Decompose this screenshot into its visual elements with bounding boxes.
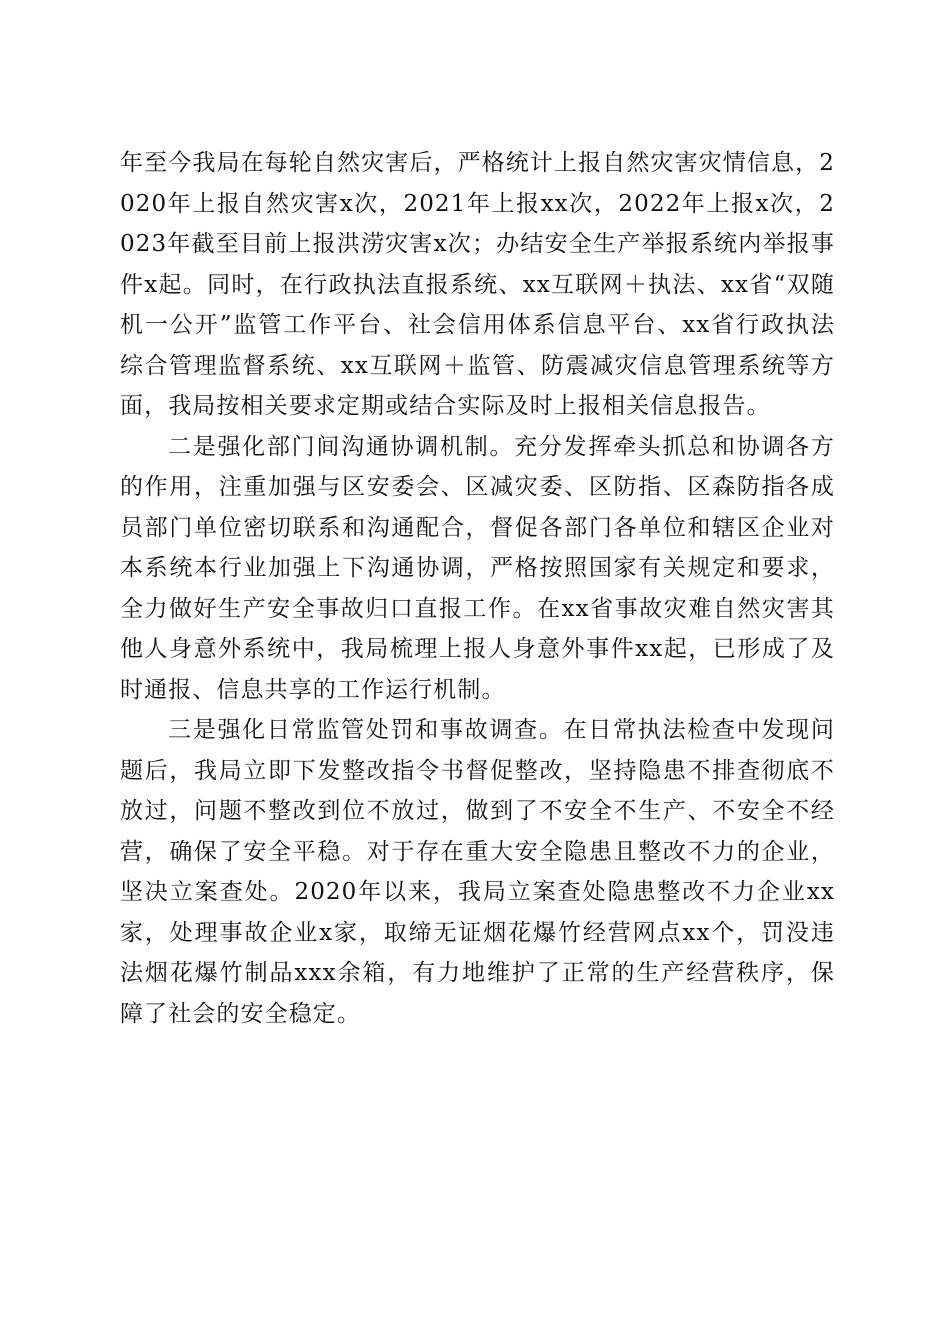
paragraph-heading: 三是强化日常监管处罚和事故调查。	[168, 717, 564, 743]
paragraph-coordination	[120, 427, 835, 711]
paragraph-supervision	[120, 710, 835, 1034]
paragraph-body: 在日常执法检查中发现问题后，我局立即下发整改指令书督促整改，坚持隐患不排查彻底不放过，问题不整改到位不放过，做到了不安全不生产、不安全不经营，确保了安全平稳。对于存在重大安全隐患且整改不力的企业，坚决立案查处。2020年以来，我局立案查处隐患整改不力企业xx家，处理事故企业x家，取缔无证烟花爆竹经营网点xx个，罚没违法烟花爆竹制品xxx余箱，有力地维护了正常的生产经营秩序，保障了社会的安全稳定。	[120, 717, 835, 1027]
paragraph-body: 充分发挥牵头抓总和协调各方的作用，注重加强与区安委会、区减灾委、区防指、区森防指各成员部门单位密切联系和沟通配合，督促各部门各单位和辖区企业对本系统本行业加强上下沟通协调，严格按照国家有关规定和要求，全力做好生产安全事故归口直报工作。在xx省事故灾难自然灾害其他人身意外系统中，我局梳理上报人身意外事件xx起，已形成了及时通报、信息共享的工作运行机制。	[120, 433, 835, 703]
paragraph-continuation	[120, 143, 835, 427]
paragraph-heading: 二是强化部门间沟通协调机制。	[168, 433, 515, 460]
paragraph-body: 年至今我局在每轮自然灾害后，严格统计上报自然灾害灾情信息，2020年上报自然灾害x次，2021年上报xx次，2022年上报x次，2023年截至目前上报洪涝灾害x次；办结安全生产举报系统内举报事件x起。同时，在行政执法直报系统、xx互联网＋执法、xx省“双随机一公开”监管工作平台、社会信用体系信息平台、xx省行政执法综合管理监督系统、xx互联网＋监管、防震减灾信息管理系统等方面，我局按相关要求定期或结合实际及时上报相关信息报告。	[120, 150, 835, 419]
document-body	[120, 143, 835, 1034]
